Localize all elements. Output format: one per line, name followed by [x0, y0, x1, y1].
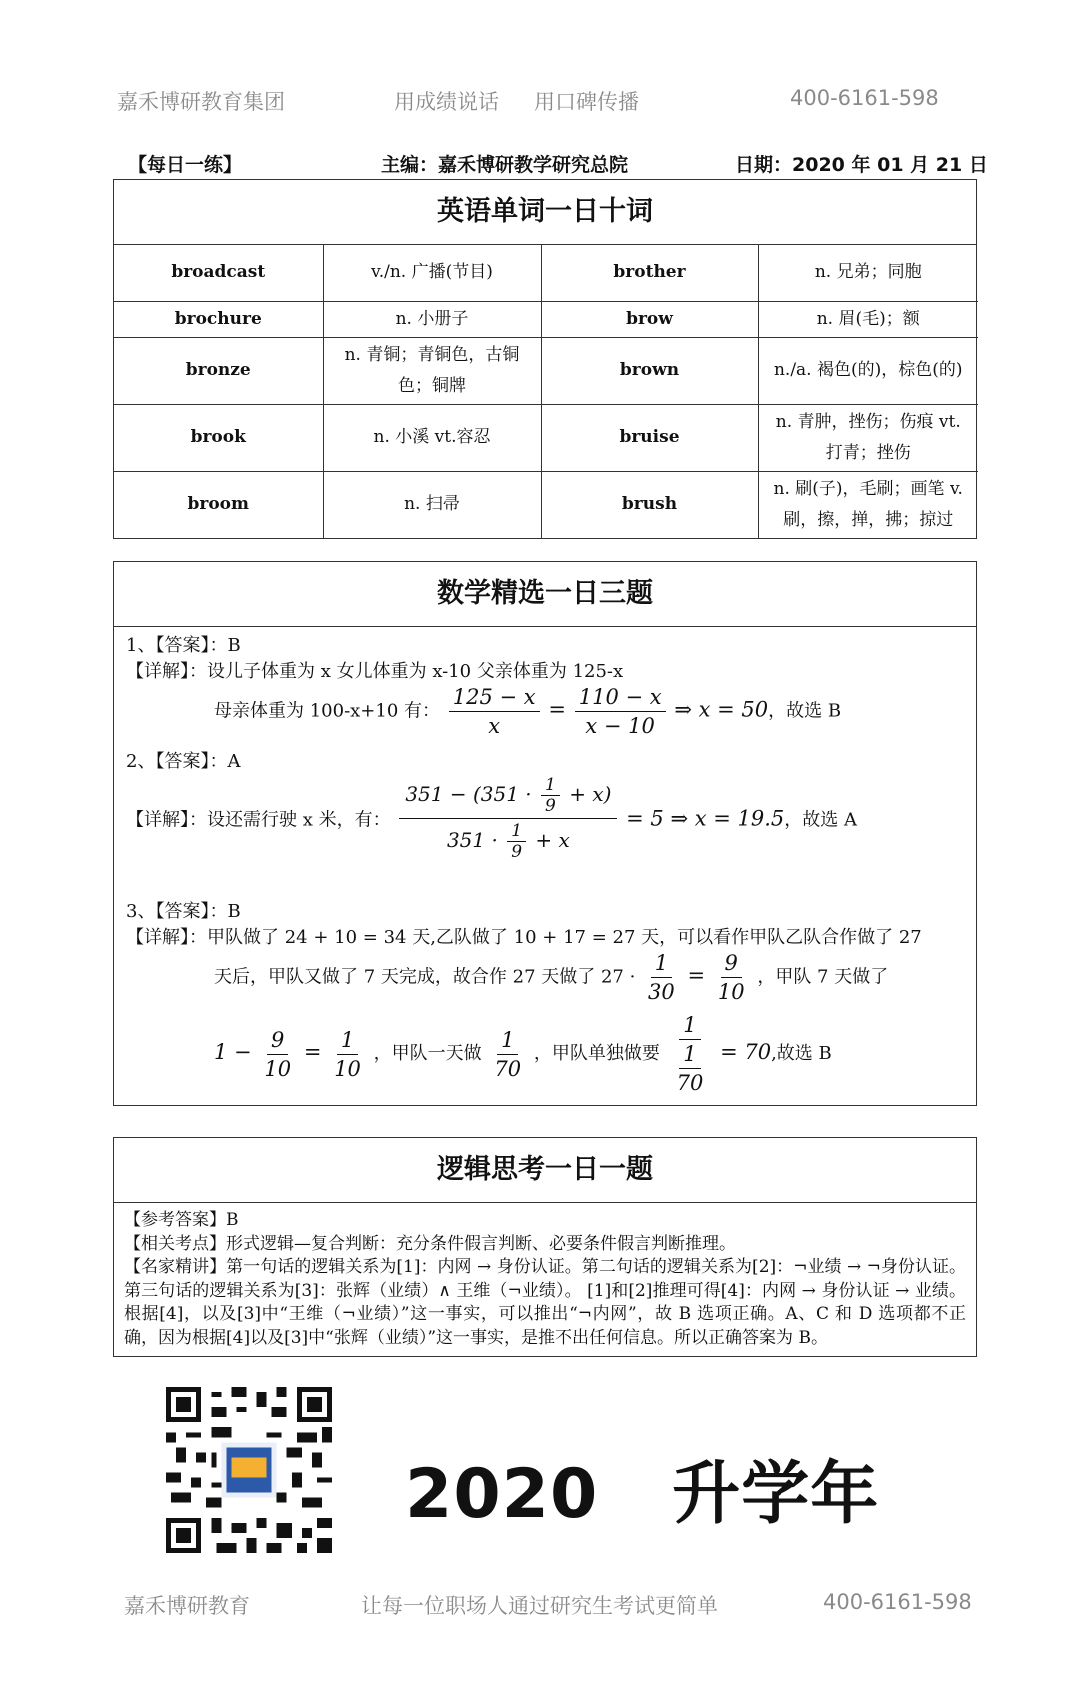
- banner-text: 2020 升学年: [405, 1455, 880, 1534]
- footer-phone: 400-6161-598: [823, 1590, 972, 1614]
- vocab-definition: n. 眉(毛)；额: [758, 301, 978, 337]
- q3-answer: 3、【答案】：B: [126, 901, 241, 922]
- header-slogan-1: 用成绩说话: [394, 90, 499, 114]
- math-section: [113, 561, 977, 1106]
- q1-answer: 1、【答案】：B: [126, 635, 241, 656]
- logic-topic: 【相关考点】形式逻辑—复合判断：充分条件假言判断、必要条件假言判断推理。: [124, 1233, 736, 1254]
- fraction-denominator: 10: [717, 980, 745, 1004]
- qr-code-icon: [166, 1387, 332, 1553]
- fraction-numerator: 125 − x: [449, 683, 540, 712]
- vocab-table: [114, 245, 978, 538]
- fraction: [507, 821, 526, 862]
- q3-suffix: ,故选 B: [771, 1043, 832, 1064]
- fraction-denominator: 30: [648, 980, 675, 1004]
- fraction-denominator: 70: [494, 1056, 522, 1081]
- fraction: [449, 683, 540, 740]
- fraction-numerator: 9: [267, 1026, 288, 1055]
- table-row: [114, 245, 978, 301]
- vocab-definition: v./n. 广播(节目): [323, 245, 541, 301]
- q2-suffix: ，故选 A: [784, 809, 858, 831]
- q3-one-minus: 1 −: [214, 1040, 252, 1064]
- fraction: [330, 1026, 365, 1083]
- table-row: [114, 404, 978, 471]
- vocab-definition: n. 扫帚: [323, 471, 541, 538]
- fraction-denominator: [669, 1040, 712, 1097]
- fraction: [644, 949, 679, 1006]
- logic-answer: 【参考答案】B: [124, 1210, 239, 1230]
- q3-mid-text: ，甲队一天做: [373, 1043, 482, 1064]
- vocab-definition: n. 刷(子)，毛刷；画笔 v. 刷，擦，掸，拂；掠过: [758, 471, 978, 538]
- equals-sign: =: [303, 1040, 322, 1064]
- fraction-denominator: x: [488, 714, 501, 738]
- q2-equation: [126, 773, 857, 864]
- fraction: [669, 1011, 712, 1097]
- vocab-word: brook: [114, 404, 323, 471]
- footer-org: 嘉禾博研教育: [124, 1594, 250, 1618]
- q1-equation: 母亲体重为 100-x+10 有： $\frac{125 - x}{x}$ = $\frac{110 - x}{x - 10}$ ⇒ x = 50，故选 B: [214, 685, 842, 738]
- q3-line-1: 【详解】：甲队做了 24 + 10 = 34 天,乙队做了 10 + 17 = 27 天，可以看作甲队乙队合作做了 27: [126, 927, 922, 948]
- fraction-numerator: 1: [337, 1026, 358, 1055]
- table-row: [114, 471, 978, 538]
- fraction-numerator: 1: [541, 775, 560, 796]
- math-title: 数学精选一日三题: [114, 562, 976, 627]
- fraction-denominator: [441, 819, 576, 864]
- fraction-numerator: 1: [679, 1040, 700, 1069]
- fraction-denominator: 10: [334, 1056, 361, 1081]
- math-body: [114, 627, 976, 1105]
- vocab-word: broadcast: [114, 245, 323, 301]
- fraction-numerator: 1: [651, 949, 672, 978]
- english-section: [113, 179, 977, 539]
- q2-prefix: 【详解】：设还需行驶 x 米，有：: [126, 809, 391, 831]
- q1-detail: 【详解】：设儿子体重为 x 女儿体重为 x-10 父亲体重为 125-x: [126, 661, 624, 682]
- q2-den-b: + x: [535, 828, 570, 852]
- q3-line2-suffix: ，甲队 7 天做了: [757, 966, 889, 988]
- fraction-denominator: x − 10: [585, 714, 655, 738]
- logic-title: 逻辑思考一日一题: [114, 1138, 976, 1203]
- header-phone: 400-6161-598: [790, 86, 939, 110]
- vocab-definition: n./a. 褐色(的)，棕色(的): [758, 337, 978, 404]
- vocab-definition: n. 青肿，挫伤；伤痕 vt. 打青；挫伤: [758, 404, 978, 471]
- q2-num-b: + x): [569, 782, 612, 806]
- q2-result: = 5 ⇒ x = 19.5: [626, 806, 785, 831]
- q3-line-3: [214, 1011, 832, 1097]
- fraction: [673, 1040, 708, 1097]
- fraction-denominator: 9: [545, 796, 556, 816]
- q1-eq-prefix: 母亲体重为 100-x+10 有：: [214, 700, 441, 722]
- q3-result: = 70: [720, 1040, 772, 1064]
- fraction: [490, 1026, 525, 1083]
- vocab-definition: n. 青铜；青铜色，古铜色；铜牌: [323, 337, 541, 404]
- q2-answer: 2、【答案】：A: [126, 751, 241, 772]
- vocab-definition: n. 兄弟；同胞: [758, 245, 978, 301]
- table-row: [114, 301, 978, 337]
- fraction-denominator: 9: [511, 842, 523, 862]
- vocab-word: brother: [541, 245, 758, 301]
- editor-label: 主编：嘉禾博研教学研究总院: [381, 154, 629, 176]
- table-row: [114, 337, 978, 404]
- vocab-word: brown: [541, 337, 758, 404]
- vocab-word: brow: [541, 301, 758, 337]
- header-slogan-2: 用口碑传播: [534, 90, 639, 114]
- vocab-definition: n. 小溪 vt.容忍: [323, 404, 541, 471]
- fraction-denominator: 10: [264, 1056, 292, 1081]
- fraction-numerator: 1: [679, 1011, 700, 1040]
- fraction: [541, 775, 560, 816]
- vocab-word: brush: [541, 471, 758, 538]
- logic-explanation: 【名家精讲】第一句话的逻辑关系为[1]：内网 → 身份认证。第二句话的逻辑关系为[2]：¬业绩 → ¬身份认证。第三句话的逻辑关系为[3]：张辉（业绩）∧ 王维（¬业绩）。 [1]和[2]推理可得[4]：内网 → 身份认证 → 业绩。根据[4]，以及[3]中“王维（¬业绩）”这一事实，可以推出“¬内网”，故 B 选项正确。A、C 和 D 选项都不正确，因为根据[4]以及[3]中“张辉（业绩）”这一事实，是推不出任何信息。所以正确答案为 B。: [124, 1257, 966, 1348]
- fraction-numerator: 1: [507, 821, 526, 842]
- q3-line2-prefix: 天后，甲队又做了 7 天完成，故合作 27 天做了 27 ·: [214, 966, 636, 988]
- equals-sign: =: [687, 963, 706, 988]
- footer-tagline: 让每一位职场人通过研究生考试更简单: [361, 1594, 718, 1618]
- vocab-word: broom: [114, 471, 323, 538]
- fraction-denominator: 70: [676, 1071, 704, 1095]
- vocab-word: bruise: [541, 404, 758, 471]
- date-label: 日期：2020 年 01 月 21 日: [735, 154, 988, 176]
- logic-body: [114, 1203, 976, 1356]
- header-org: 嘉禾博研教育集团: [117, 90, 285, 114]
- q3-mid-text-2: ，甲队单独做要: [533, 1043, 660, 1064]
- q1-suffix: ，故选 B: [768, 700, 842, 722]
- fraction-numerator: 110 − x: [575, 683, 666, 712]
- q1-result: ⇒ x = 50: [674, 697, 769, 722]
- footer: [0, 1590, 1080, 1626]
- q2-den-a: 351 ·: [446, 828, 498, 852]
- english-title: 英语单词一日十词: [114, 180, 976, 245]
- fraction: [399, 773, 617, 864]
- vocab-definition: n. 小册子: [323, 301, 541, 337]
- fraction: [260, 1026, 295, 1083]
- vocab-word: bronze: [114, 337, 323, 404]
- logic-section: [113, 1137, 977, 1357]
- fraction: [714, 949, 749, 1006]
- meta-row: [0, 150, 1080, 180]
- vocab-word: brochure: [114, 301, 323, 337]
- daily-tag: 【每日一练】: [128, 154, 243, 176]
- top-header: [0, 86, 1080, 122]
- fraction-numerator: 1: [497, 1026, 518, 1055]
- fraction: [575, 683, 666, 740]
- q3-line-2: [214, 949, 888, 1006]
- fraction-numerator: 9: [721, 949, 742, 978]
- q2-num-a: 351 − (351 ·: [405, 782, 532, 806]
- fraction-numerator: [399, 773, 617, 819]
